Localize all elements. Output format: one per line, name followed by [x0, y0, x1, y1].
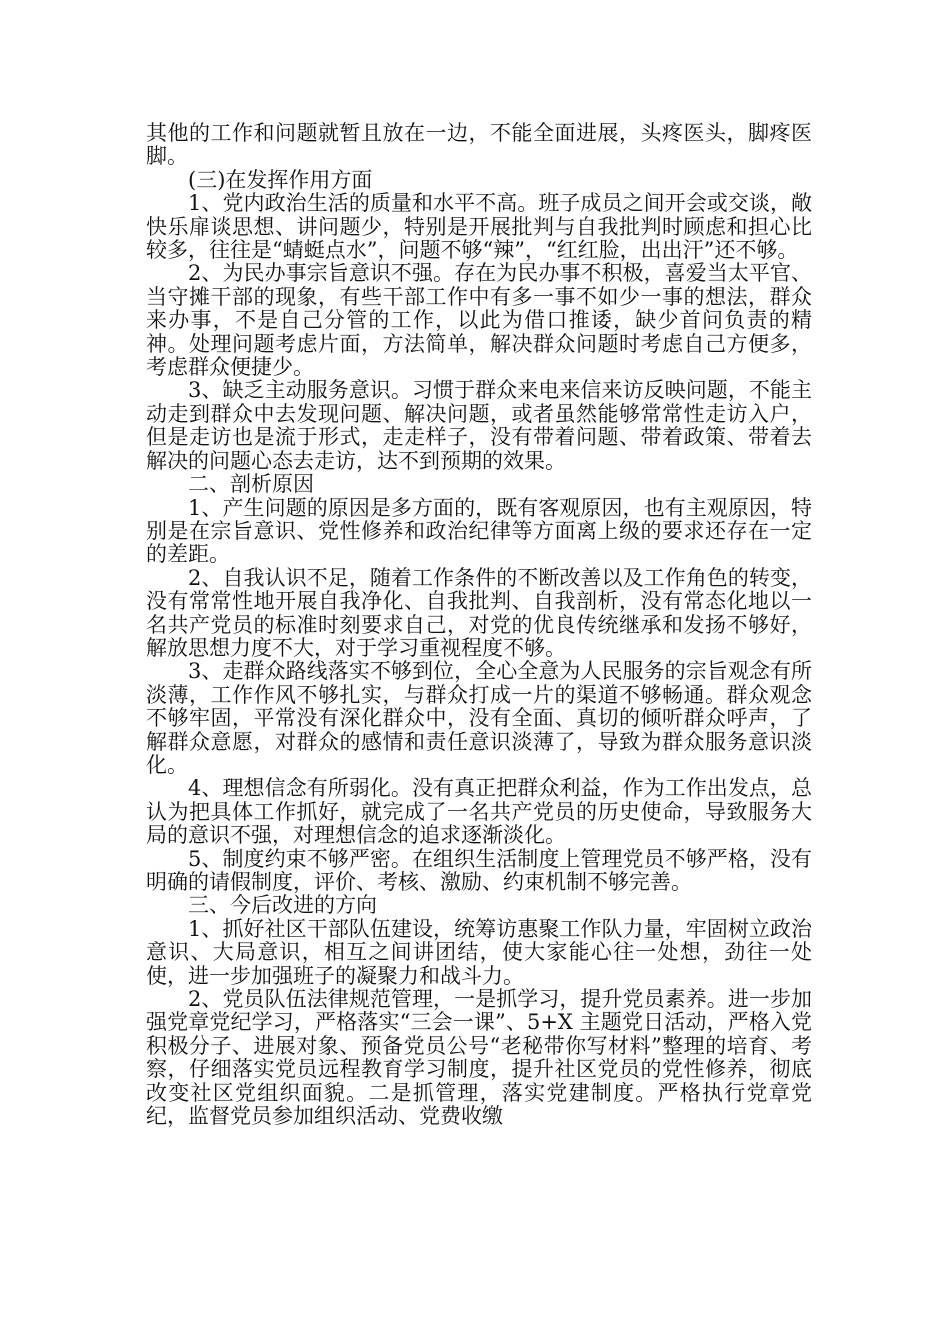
section-heading: 二、剖析原因: [188, 472, 314, 497]
paragraph: 2、自我认识不足，随着工作条件的不断改善以及工作角色的转变，没有常常性地开展自我净化、自我批判、自我剖析，没有常态化地以一名共产党员的标准时刻要求自己，对党的优良传统继承和发扬不够好，解放思想力度不大，对于学习重视程度不够。: [146, 565, 812, 660]
section-heading: 三、今后改进的方向: [188, 893, 377, 918]
section-heading: (三)在发挥作用方面: [188, 167, 373, 192]
paragraph: 3、走群众路线落实不够到位，全心全意为人民服务的宗旨观念有所淡薄，工作作风不够扎实，与群众打成一片的渠道不够畅通。群众观念不够牢固，平常没有深化群众中，没有全面、真切的倾听群众呼声，了解群众意愿，对群众的感情和责任意识淡薄了，导致为群众服务意识淡化。: [146, 659, 812, 777]
paragraph: 5、制度约束不够严密。在组织生活制度上管理党员不够严格，没有明确的请假制度，评价、考核、激励、约束机制不够完善。: [146, 846, 812, 894]
paragraph: 4、理想信念有所弱化。没有真正把群众利益，作为工作出发点，总认为把具体工作抓好，就完成了一名共产党员的历史使命，导致服务大局的意识不强，对理想信念的追求逐渐淡化。: [146, 776, 812, 848]
paragraph: 3、缺乏主动服务意识。习惯于群众来电来信来访反映问题，不能主动走到群众中去发现问题、解决问题，或者虽然能够常常性走访入户，但是走访也是流于形式，走走样子，没有带着问题、带着政策、带着去解决的问题心态去走访，达不到预期的效果。: [146, 378, 812, 473]
paragraph: 1、产生问题的原因是多方面的，既有客观原因，也有主观原因，特别是在宗旨意识、党性修养和政治纪律等方面离上级的要求还存在一定的差距。: [146, 495, 812, 567]
paragraph: 2、党员队伍法律规范管理，一是抓学习，提升党员素养。进一步加强党章党纪学习，严格落实“三会一课”、5+X 主题党日活动，严格入党积极分子、进展对象、预备党员公号“老秘带你写材料”整理的培育、考察，仔细落实党员远程教育学习制度，提升社区党员的党性修养，彻底改变社区党组织面貌。二是抓管理，落实党建制度。严格执行党章党纪，监督党员参加组织活动、党费收缴: [146, 987, 812, 1129]
paragraph: 1、党内政治生活的质量和水平不高。班子成员之间开会或交谈，敞快乐扉谈思想、讲问题少，特别是开展批判与自我批判时顾虑和担心比较多，往往是“蜻蜓点水”，问题不够“辣”，“红红脸，出出汗”还不够。: [146, 191, 812, 263]
paragraph: 2、为民办事宗旨意识不强。存在为民办事不积极，喜爱当太平官、当守摊干部的现象，有些干部工作中有多一事不如少一事的想法，群众来办事，不是自己分管的工作，以此为借口推诿，缺少首问负责的精神。处理问题考虑片面，方法简单，解决群众问题时考虑自己方便多，考虑群众便捷少。: [146, 261, 812, 380]
document-page: [146, 122, 812, 1128]
paragraph: 1、抓好社区干部队伍建设，统筹访惠聚工作队力量，牢固树立政治意识、大局意识，相互之间讲团结，使大家能心往一处想，劲往一处使，进一步加强班子的凝聚力和战斗力。: [146, 916, 812, 988]
paragraph-continuation: 其他的工作和问题就暂且放在一边，不能全面进展，头疼医头，脚疼医脚。: [146, 121, 812, 169]
